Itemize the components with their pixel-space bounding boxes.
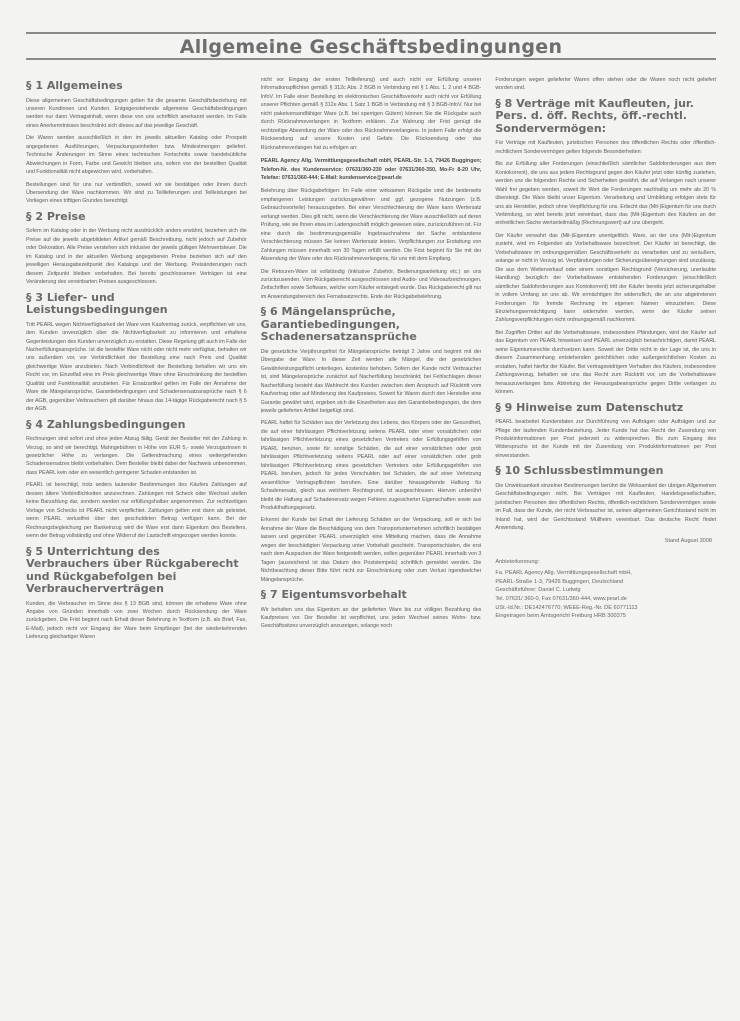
column-3 — [495, 76, 716, 1011]
section — [26, 211, 247, 287]
page-title: Allgemeine Geschäftsbedingungen — [179, 36, 563, 58]
section-heading: § 6 Mängelansprüche, Garantiebedingungen, Schadenersatzansprüche — [260, 305, 417, 344]
section-heading: § 5 Unterrichtung des Verbrauchers über Rückgaberecht und Rückgabefolgen bei Verbraucherverträgen — [26, 544, 239, 596]
paragraph: Sofern im Katalog oder in der Werbung nicht ausdrücklich anders erwähnt, beziehen sich die Preise auf die jeweils abgebildeten Artikel gemäß Beschreibung, nicht jedoch auf Zubehör oder Dekoration. Alle Preise verstehen sich inklusive der jeweils gültigen Mehrwertsteuer. Die im Katalog und in der aktuellen Werbung angegebenen Preise beziehen sich auf den jeweiligen Herausgabezeitpunkt des Katalogs und der Werbung. Preisänderungen nach diesem Zeitpunkt bleiben vorbehalten. Bei bereits geschlossenen Verträgen ist eine Veränderung des vereinbarten Preises ausgeschlossen. — [26, 228, 247, 286]
paragraph: Die gesetzliche Verjährungsfrist für Mängelansprüche beträgt 2 Jahre und beginnt mit der Übergabe der Ware. In dieser Zeit werden alle Mängel, die der gesetzlichen Gewährleistungspflicht unterliegen, kostenlos behoben. Sofern der Kunde nicht Verbraucher ist, sind Mängelansprüche zunächst auf Nacherfüllung beschränkt; bei Fehlschlagen dieser Nacherfüllung besteht das Wahlrecht des Kunden zwischen dem Anspruch auf Rücktritt vom Kaufvertrag oder auf Minderung des Kaufpreises. Soweit für Waren durch den Hersteller eine Garantie gewährt wird, ergeben sich die Einzelheiten aus den Garantiebedingungen, die dem jeweils gelieferten Artikel beigefügt sind. — [260, 348, 482, 414]
provider-info-line: Geschäftsführer: Daniel C. Ludwig — [495, 587, 581, 594]
title-block — [26, 32, 716, 60]
section — [26, 292, 247, 414]
paragraph: Für Verträge mit Kaufleuten, juristischen Personen des öffentlichen Rechts oder öffentlich-rechtlichem Sondervermögen gelten folgende Besonderheiten: — [495, 140, 717, 155]
paragraph: Belehrung über Rückgabefolgen: Im Falle einer wirksamen Rückgabe sind die beiderseits empfangenen Leistungen zurückzugewähren und ggf. gezogene Nutzungen (z.B. Gebrauchsvorteile) herauszugeben. Bei einer Verschlechterung der Ware kann Wertersatz verlangt werden. Dies gilt nicht, wenn die Verschlechterung der Ware ausschließlich auf deren Prüfung, wie sie Ihnen etwa im Ladengeschäft möglich gewesen wäre, zurückzuführen ist. Für eine durch die bestimmungsgemäße Ingebrauchnahme der Sache entstandene Verschlechterung müssen Sie keinen Wertersatz leisten. Verpflichtungen zur Erstattung von Zahlungen müssen innerhalb von 30 Tagen erfüllt werden. Die Frist beginnt für Sie mit der Absendung der Ware oder des Rücknahmeverlangens, für uns mit dem Empfang. — [260, 188, 482, 263]
paragraph: PEARL haftet für Schäden aus der Verletzung des Lebens, des Körpers oder der Gesundheit, die auf einer fahrlässigen Pflichtverletzung seitens PEARL oder einer vorsätzlichen oder fahrlässigen Pflichtverletzung eines gesetzlichen Vertreters oder Erfüllungsgehilfen von PEARL beruhen, sowie für sonstige Schäden, die auf einer vorsätzlichen oder grob fahrlässigen Pflichtverletzung seitens PEARL oder auf einer vorsätzlichen oder grob fahrlässigen Pflichtverletzung eines gesetzlichen Vertreters oder Erfüllungsgehilfen von PEARL beruhen, jedoch für jedes Verschulden bei Schäden, die auf einer Verletzung wesentlicher Vertragspflichten beruhen. Eine darüber hinausgehende Haftung für Schadenersatz, gleich aus welchem Rechtsgrund, ist ausgeschlossen. Hiervon unberührt bleibt die Haftung auf Schadenersatz wegen Fehlens zugesicherter Eigenschaften sowie aus Produkthaftungsgesetz. — [260, 420, 482, 511]
paragraph: PEARL Agency Allg. Vermittlungsgesellschaft mbH, PEARL-Str. 1-3, 79426 Buggingen; Telefon-Nr. des Kundenservice: 07631/360-230 oder 07631/360-350, Mo-Fr 8-20 Uhr, Telefax: 07631/360-444; E-Mail: kundenservice@pearl.de — [260, 158, 482, 181]
date-stamp: Stand August 2008 — [664, 537, 713, 544]
section — [261, 306, 482, 584]
column-1 — [26, 76, 247, 1011]
provider-info-line: Fa. PEARL Agency Allg. Vermittlungsgesellschaft mbH, — [495, 570, 632, 577]
section — [261, 187, 482, 301]
paragraph: Forderungen wegen gelieferter Waren offen stehen oder die Waren noch nicht geliefert worden sind. — [495, 77, 717, 92]
column-2 — [261, 76, 482, 1011]
section — [261, 157, 482, 182]
section — [495, 402, 716, 461]
provider-info-line: Eingetragen beim Amtsgericht Freiburg HRB 300375 — [495, 613, 626, 620]
section — [261, 76, 482, 152]
section-heading: § 2 Preise — [26, 209, 86, 223]
section — [26, 546, 247, 642]
section-heading: § 1 Allgemeines — [26, 79, 123, 92]
paragraph: Erkennt der Kunde bei Erhalt der Lieferung Schäden an der Verpackung, soll er sich bei Annahme der Ware die Beschädigung von dem Transportunternehmen schriftlich bestätigen lassen und gegenüber PEARL unverzüglich eine Mitteilung machen, dass die Annahme wegen der beschädigten Verpackung unter Vorbehalt geschieht. Transportschäden, die erst nach dem Auspacken der Ware festgestellt werden, sollen gegenüber PEARL innerhalb von 3 Tagen (ausreichend ist das Datum des Poststempels) schriftlich gemeldet werden. Die Nichtbeachtung dieser Bitte führt nicht zur Einschränkung oder zum Verlust irgendwelcher Mängelansprüche. — [260, 517, 482, 583]
paragraph: Der Käufer verwahrt das (Mit-)Eigentum unentgeltlich. Ware, an der uns (Mit-)Eigentum zusteht, wird im Folgenden als Vorbehaltsware bezeichnet. Der Käufer ist berechtigt, die Vorbehaltsware im ordnungsgemäßen Geschäftsverkehr zu verarbeiten und zu veräußern, solange er nicht in Verzug ist. Verpfändungen oder Sicherungsübereignungen sind unzulässig. Die aus dem Weiterverkauf oder einem sonstigen Rechtsgrund (Versicherung, unerlaubte Handlung) bezüglich der Vorbehaltsware entstehenden Forderungen (einschließlich sämtlicher Saldoforderungen aus Kontokorrent) tritt der Käufer bereits jetzt sicherungshalber in vollem Umfang an uns ab. Wir ermächtigen ihn widerruflich, die an uns abgetretenen Forderungen für fremde Rechnung im eigenen Namen einzuziehen. Diese Einziehungsermächtigung kann widerrufen werden, wenn der Käufer seinen Zahlungsverpflichtungen nicht ordnungsgemäß nachkommt. — [495, 232, 717, 324]
provider-info-line: Anbieterkennung: — [495, 558, 540, 565]
section — [261, 589, 482, 631]
paragraph: Bestellungen sind für uns nur verbindlich, soweit wir sie bestätigen oder ihnen durch Übersendung der Ware nachkommen. Wir sind zu Teillieferungen und Teilleistungen bei Vorliegen eines triftigen Grundes berechtigt. — [26, 181, 247, 205]
section — [26, 419, 247, 541]
section — [495, 98, 716, 397]
columns — [26, 76, 716, 1011]
section-heading: § 3 Liefer- und Leistungsbedingungen — [26, 290, 168, 317]
section-heading: § 9 Hinweise zum Datenschutz — [495, 400, 684, 414]
paragraph: Rechnungen sind sofort und ohne jeden Abzug fällig. Gerät der Besteller mit der Zahlung in Verzug, so sind wir berechtigt, Mahngebühren in Höhe von EUR 5,- sowie Verzugszinsen in gesetzlicher Höhe zu verlangen. Die Geltendmachung eines weitergehenden Schadensersatzes bleibt vorbehalten. Dem Besteller bleibt dabei der Nachweis unbenommen, dass PEARL kein oder ein wesentlich geringerer Schaden entstanden ist. — [26, 436, 247, 476]
section-heading: § 7 Eigentumsvorbehalt — [260, 588, 407, 602]
provider-info-line: Tel. 07631/ 360-0, Fax 07631/360-444, www.pearl.de — [495, 595, 627, 602]
paragraph: PEARL ist berechtigt, trotz anders lautender Bestimmungen des Käufers Zahlungen auf dessen ältere Verbindlichkeiten anzurechnen. Zahlungen mit Scheck oder Wechsel stellen keine Barzahlung dar, sondern werden nur erfüllungshalber angenommen. Zur rechtzeitigen Vorlage von Schecks ist PEARL nicht verpflichtet. Zahlungen gelten erst dann als geleistet, wenn PEARL verlustfrei über den geschuldeten Betrag verfügen kann. Bei der Rechnungsbegleichung per Bankeinzug wird die Ware erst dann Eigentum des Bestellers, wenn der Betrag vollständig und ohne Widerruf der Lastschrift eingezogen werden konnte. — [26, 482, 247, 540]
section-heading: § 10 Schlussbestimmungen — [495, 464, 664, 478]
title-rule-top — [26, 32, 716, 34]
provider-info-line: USt.-Id.Nr.: DE142476770; WEEE-Reg.-Nr. DE 60771113 — [495, 604, 638, 611]
section — [495, 76, 716, 93]
section-heading: § 8 Verträge mit Kaufleuten, jur. Pers. d. öff. Rechts, öff.-rechtl. Sondervermögen: — [495, 96, 694, 135]
paragraph: Bis zur Erfüllung aller Forderungen (einschließlich sämtlicher Saldoforderungen aus dem Kontokorrent), die uns aus jedem Rechtsgrund gegen den Käufer jetzt oder künftig zustehen, werden uns die folgenden Rechte und Sicherheiten gewährt, die auf Verlangen nach unserer Wahl frei gegeben werden, soweit ihr Wert die Forderungen nachhaltig um mehr als 20 % übersteigt. Die Ware bleibt unser Eigentum. Verarbeitung und Umbildung erfolgen stets für uns als Hersteller, jedoch ohne Verpflichtung für uns. Erlischt das (Mit-)Eigentum für uns durch Verbindung, so wird bereits jetzt vereinbart, dass das (Mit-)Eigentum des Käufers an der einheitlichen Sache wertanteilmäßig (Rechnungswert) auf uns übergeht. — [495, 161, 717, 227]
paragraph: Die Retouren-Ware ist vollständig (inklusive Zubehör, Bedienungsanleitung etc.) an uns zurückzusenden. Vom Rückgaberecht ausgeschlossen sind Audio- und Videoaufzeichnungen, Zeitschriften sowie Software, welche vom Käufer entsiegelt wurde. Das Rückgaberecht gilt nur im Anwendungsbereich des Fernabsatzrechts. Ende der Rückgabebelehrung. — [260, 268, 482, 300]
paragraph: nicht vor Eingang der ersten Teillieferung) und auch nicht vor Erfüllung unserer Informationspflichten gemäß § 312c Abs. 2 BGB in Verbindung mit § 1 Abs. 1, 2 und 4 BGB-InfoV. Im Falle einer Bestellung im elektronischen Geschäftsverkehr auch nicht vor Erfüllung unserer Pflichten gemäß § 312e Abs. 1 Satz 1 BGB in Verbindung mit § 3 BGB-InfoV. Nur bei nicht paketversandfähiger Ware (z.B. bei sperrigen Gütern) können Sie die Rückgabe auch durch Rücknahmeverlangen in Textform erklären. Zur Wahrung der Frist genügt die rechtzeitige Absendung der Ware oder des Rücknahmeverlangens. In jedem Falle erfolgt die Rücksendung auf unsere Kosten und Gefahr. Die Rücksendung oder das Rücknahmeverlangen hat zu erfolgen an: — [260, 77, 482, 151]
paragraph: Wir behalten uns das Eigentum an der gelieferten Ware bis zur völligen Bezahlung des Kaufpreises vor. Der Besteller ist verpflichtet, uns jeden Wechsel seines Wohn- bzw. Geschäftssitzes unverzüglich anzuzeigen, solange noch — [260, 606, 482, 630]
paragraph: Tritt PEARL wegen Nichtverfügbarkeit der Ware vom Kaufvertrag zurück, verpflichten wir uns, den Kunden unverzüglich über die Nichtverfügbarkeit zu informieren und erhaltene Gegenleistungen des Kunden unverzüglich zu erstatten. Diese Regelung gilt auch im Falle der Nacherfüllungsansprüche. Ist die bestellte Ware nicht oder nicht mehr verfügbar, behalten wir uns außerdem vor, vor Verbindlichkeit der Bestellung eine nach Preis und Qualität gleichwertige Ware anzubieten. Nach Verbindlichkeit der Bestellung behalten wir uns ein Recht vor, im Einzelfall eine im Preis gleichwertige Ware ohne Einschränkung der bestellten Qualität und Funktionalität anzubieten. Für Ersatzartikel gelten im Falle der Annahme der Ware die Mängelansprüche, Garantiebedingungen und Schadensersatzansprüche nach § 6 der AGB, gegenüber Verbrauchern gilt darüber hinaus das 14-tägige Rückgaberecht nach § 5 der AGB. — [26, 321, 247, 413]
paragraph: Bei Zugriffen Dritter auf die Vorbehaltsware, insbesondere Pfändungen, wird der Käufer auf das Eigentum von PEARL hinweisen und PEARL unverzüglich benachrichtigen, damit PEARL seine Eigentumsrechte durchsetzen kann. Soweit der Dritte nicht in der Lage ist, die uns in diesem Zusammenhang entstehenden gerichtlichen oder außergerichtlichen Kosten zu erstatten, haftet hierfür der Käufer. Bei vertragswidrigem Verhalten des Käufers, insbesondere Zahlungsverzug, behalten wir uns das Recht zum Rücktritt vor, um die Vorbehaltsware herauszuverlangen bzw. Abtretung der Herausgabeansprüche gegen Dritte verlangen zu können. — [495, 329, 717, 396]
section-heading: § 4 Zahlungsbedingungen — [26, 417, 186, 431]
paragraph: Die Unwirksamkeit einzelner Bestimmungen berührt die Wirksamkeit der übrigen Allgemeinen Geschäftsbedingungen nicht. Bei Verträgen mit Kaufleuten, Handelsgesellschaften, juristischen Personen des öffentlichen Rechts, öffentlich-rechtlichem Sondervermögen sowie im Fall, dass der Kunde, der nicht Verbraucher ist, seinen allgemeinen Gerichtsstand nicht im Inland hat, wird der Gerichtsstand Müllheim vereinbart. Das deutsche Recht findet Anwendung. — [495, 482, 717, 532]
section — [495, 465, 716, 532]
provider-info-line: PEARL-Straße 1-3, 79426 Buggingen, Deutschland — [495, 578, 624, 585]
title-rule-bottom — [26, 58, 716, 60]
paragraph: Diese allgemeinen Geschäftsbedingungen gelten für die gesamte Geschäftsbeziehung mit unseren Kundinnen und Kunden. Entgegenstehende allgemeine Geschäftsbedingungen werden nur dann Vertragsinhalt, wenn diese von uns schriftlich anerkannt werden. Im Falle eines Anerkenntnisses beschränkt sich dieses auf das jeweilige Geschäft. — [26, 97, 247, 129]
paragraph: Kunden, die Verbraucher im Sinne des § 13 BGB sind, können die erhaltene Ware ohne Angabe von Gründen innerhalb von zwei Wochen durch Rücksendung der Ware zurückgeben. Die Frist beginnt nach Erhalt dieser Belehrung in Textform (z.B. als Brief, Fax, E-Mail), jedoch nicht vor Eingang der Ware beim Empfänger (bei der wiederkehrenden Lieferung gleichartiger Waren — [26, 600, 247, 641]
section — [26, 80, 247, 206]
paragraph: PEARL bearbeitet Kundendaten zur Durchführung von Aufträgen oder Aufträgen und zur Pflege der laufenden Kundenbeziehung. Jeder Kunde hat das Recht der Zusendung von Produktinformationen per Post jederzeit zu widersprechen. Bis zum Eingang des Widerspruchs ist der Kunde mit der Zusendung von Produktinformationen per Post einverstanden. — [495, 419, 717, 459]
paragraph: Die Waren werden ausschließlich in den im jeweils aktuellen Katalog oder Prospekt angegebenen Ausführungen, Verpackungseinheiten bzw. Mindestmengen geliefert. Technische Änderungen im Sinne eines technischen Fortschritts sowie handelsübliche Abweichungen in Form, Farbe und Gewicht bleiben uns, sofern von der bestellten Qualität und Funktionalität nicht abgewichen wird, vorbehalten. — [26, 135, 247, 176]
provider-info — [495, 558, 716, 621]
